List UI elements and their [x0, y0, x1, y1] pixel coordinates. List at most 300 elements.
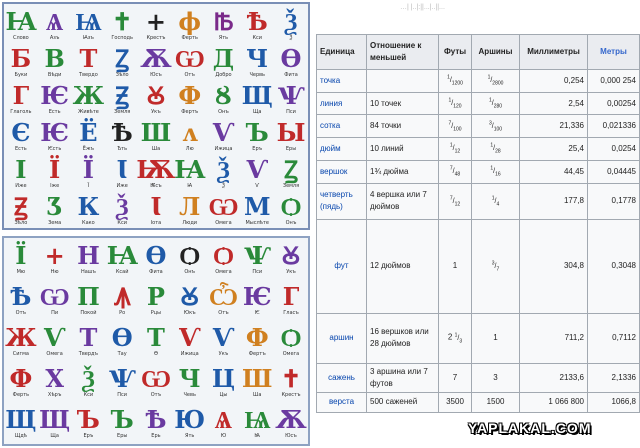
- letter-cell: [144, 193, 168, 227]
- meters-cell: 0,7112: [588, 313, 640, 363]
- millimeters-cell: 2133,6: [520, 363, 588, 392]
- fraction: [448, 97, 462, 110]
- fraction-numerator: 7: [449, 195, 453, 202]
- letter-cell: [43, 156, 67, 190]
- glyph: Ѥ: [40, 81, 69, 110]
- unit-link[interactable]: фут: [317, 219, 367, 313]
- glyph-caption: Вѣди: [47, 72, 62, 78]
- letter-cell: [43, 8, 67, 42]
- glyph: Ꙋ: [146, 81, 166, 110]
- glyph-caption: Крестъ: [281, 392, 301, 398]
- meters-cell: 0,000 254: [588, 70, 640, 93]
- fraction-value: 3500: [446, 397, 464, 407]
- glyph: Б: [10, 44, 32, 73]
- meters-cell: 1066,8: [588, 392, 640, 412]
- letter-cell: [178, 324, 202, 358]
- glyph-caption: Фертъ: [181, 109, 199, 115]
- letter-cell: [72, 81, 105, 116]
- glyph: +: [44, 241, 65, 270]
- fraction-slash: /: [457, 334, 460, 342]
- glyph-caption: Твердъ: [78, 351, 99, 357]
- glyph-caption: Кси: [252, 35, 263, 41]
- fraction-numerator: 7: [448, 120, 452, 127]
- unit-link[interactable]: точка: [317, 70, 367, 93]
- glyph: Ѡ: [174, 44, 205, 73]
- fraction-numerator: 7: [449, 165, 453, 172]
- fraction-slash: /: [451, 122, 454, 130]
- glyph: Ъ: [76, 405, 100, 434]
- column-header-meters-link[interactable]: Метры: [588, 35, 640, 70]
- glyph: Ѵ: [246, 155, 269, 184]
- glyph-caption: Юкъ: [183, 310, 196, 316]
- letter-cell: [279, 324, 303, 358]
- glyph-caption: Есть: [14, 146, 27, 152]
- glyph-caption: Ро: [119, 310, 126, 316]
- relation-cell: 10 точек: [367, 92, 439, 115]
- glyph-caption: Укъ: [151, 109, 161, 115]
- letter-cell: [242, 282, 272, 317]
- millimeters-cell: 21,336: [520, 115, 588, 138]
- glyph: Ѩ: [244, 405, 271, 434]
- fraction-denominator: 3: [459, 337, 463, 344]
- glyph: К: [77, 192, 100, 221]
- glyph-caption: Омега: [215, 269, 232, 275]
- letter-cell: [110, 406, 134, 440]
- glyph: Ꙁ: [115, 44, 130, 73]
- glyph-caption: Фертъ: [248, 351, 266, 357]
- fraction-numerator: 1: [449, 143, 453, 150]
- fraction: [491, 195, 500, 207]
- glyph: Ц: [211, 364, 236, 393]
- glyph: Ж: [72, 81, 105, 110]
- feet-cell: [439, 92, 472, 115]
- fraction-value: 1: [493, 333, 498, 343]
- glyph-caption: Покой: [80, 310, 97, 316]
- glyph-caption: Ша: [253, 392, 262, 398]
- arshins-cell: [472, 92, 520, 115]
- glyph-caption: Ѯ: [289, 35, 293, 41]
- glyph-caption: Како: [82, 220, 95, 226]
- letter-cell: [43, 45, 67, 79]
- glyph-caption: Укъ: [218, 351, 229, 357]
- glyph: Т: [79, 323, 98, 352]
- glyph-caption: Цы: [219, 392, 228, 398]
- millimeters-cell: 0,254: [520, 70, 588, 93]
- glyph-caption: Слово: [12, 35, 29, 41]
- glyph-caption: Ща: [252, 109, 262, 115]
- relation-cell: [367, 70, 439, 93]
- glyph-row: [4, 82, 308, 116]
- glyph: ✝: [112, 7, 133, 36]
- letter-cell: [276, 118, 306, 153]
- letter-cell: [9, 242, 33, 276]
- glyph-caption: Кси: [117, 220, 127, 226]
- meters-cell: 0,04445: [588, 160, 640, 183]
- letter-cell: [178, 82, 202, 116]
- glyph: Ꙟ: [114, 282, 131, 311]
- fraction-slash: /: [452, 168, 455, 176]
- fraction: [488, 97, 503, 110]
- glyph-caption: Ѣть: [117, 146, 128, 152]
- millimeters-cell: 304,8: [520, 219, 588, 313]
- glyph-caption: Лю: [185, 146, 194, 152]
- glyph: Ф: [178, 81, 202, 110]
- letter-cell: [174, 155, 206, 190]
- glyph-row: [4, 242, 308, 276]
- feet-cell: [439, 70, 472, 93]
- glyph: Ѩ: [75, 7, 102, 36]
- letter-cell: [245, 156, 269, 190]
- letter-cell: [144, 324, 168, 358]
- glyph-caption: Ферть: [181, 35, 198, 41]
- letter-cell: [76, 365, 100, 399]
- glyph-caption: Ижица: [180, 351, 199, 357]
- meters-cell: 0,021336: [588, 115, 640, 138]
- fraction-slash: /: [494, 197, 497, 205]
- fraction-slash: /: [494, 262, 497, 270]
- column-header-relation[interactable]: Отношение к меньшей: [367, 35, 439, 70]
- glyph: Ш: [242, 364, 273, 393]
- fraction-value: 7: [452, 372, 458, 382]
- glyph: Ѻ: [179, 241, 200, 270]
- glyph-caption: Люди: [182, 220, 198, 226]
- glyph-caption: Іже: [50, 183, 60, 189]
- fraction-numerator: 1: [448, 97, 452, 104]
- glyph: Ѳ: [111, 323, 133, 352]
- glyph: Ꙋ: [180, 282, 200, 311]
- glyph: Ѳ: [280, 44, 302, 73]
- glyph: Ѯ: [115, 192, 129, 221]
- glyph: Щ: [5, 405, 37, 434]
- letter-cell: [211, 406, 235, 440]
- table-row: [317, 70, 640, 93]
- glyph-caption: Зема: [48, 220, 62, 226]
- glyph-caption: Еръ: [252, 146, 263, 152]
- glyph: Ѧ: [45, 7, 64, 36]
- fraction: [488, 120, 503, 133]
- letter-cell: [9, 45, 33, 79]
- meters-cell: 0,3048: [588, 219, 640, 313]
- glyph-row: [4, 119, 308, 153]
- table-header-row: [317, 35, 640, 70]
- glyph: Ч: [246, 44, 269, 73]
- glyph: Ꙃ: [115, 81, 130, 110]
- glyph-caption: Еръ: [83, 433, 94, 439]
- fraction: [487, 75, 504, 87]
- glyph-caption: Живѣте: [77, 109, 99, 115]
- glyph-caption: Ꙗ: [187, 183, 193, 189]
- letter-cell: [43, 324, 67, 358]
- glyph: Ѳ: [145, 241, 167, 270]
- letter-cell: [39, 282, 70, 317]
- glyph: Ѽ: [208, 282, 239, 311]
- fraction-denominator: 2800: [492, 80, 504, 87]
- glyph-caption: Рцы: [150, 310, 162, 316]
- fraction-denominator: 12: [454, 148, 461, 155]
- glyph-caption: Отъ: [184, 72, 195, 78]
- letter-cell: [76, 406, 100, 440]
- unit-link[interactable]: линия: [317, 92, 367, 115]
- letter-cell: [242, 364, 273, 399]
- glyph-caption: Фита: [149, 269, 163, 275]
- glyph: Ъ: [110, 405, 134, 434]
- glyph-caption: Ѳ: [153, 351, 158, 357]
- fraction: [449, 165, 461, 178]
- glyph-caption: Онъ: [184, 269, 196, 275]
- fraction-denominator: 7: [496, 265, 500, 272]
- column-header-millimeters[interactable]: Миллиметры: [520, 35, 588, 70]
- fraction-slash: /: [449, 77, 452, 85]
- glyph-caption: Ша: [151, 146, 161, 152]
- glyph-caption: Ню: [50, 269, 59, 275]
- glyph-row: [4, 45, 308, 79]
- alphabet-poster: [0, 0, 313, 448]
- fraction-value: 1500: [486, 397, 505, 407]
- letter-cell: [211, 324, 235, 358]
- letter-cell: [9, 82, 33, 116]
- column-header-unit[interactable]: Единица: [317, 35, 367, 70]
- glyph-caption: Пси: [286, 109, 296, 115]
- glyph: Ѯ: [217, 155, 230, 184]
- glyph-caption: Зѣло: [14, 220, 28, 226]
- column-header-arshins[interactable]: Аршины: [472, 35, 520, 70]
- letter-cell: [178, 242, 202, 276]
- letter-cell: [110, 324, 134, 358]
- letter-cell: [5, 405, 37, 440]
- glyph: Ѻ: [281, 192, 301, 221]
- feet-cell: [439, 219, 472, 313]
- relation-cell: 16 вершков или 28 дюймов: [367, 313, 439, 363]
- unit-link[interactable]: дюйм: [317, 138, 367, 161]
- glyph-caption: Ї: [87, 183, 90, 189]
- relation-cell: 10 линий: [367, 138, 439, 161]
- glyph-caption: Ѩ: [254, 433, 261, 439]
- letter-cell: [208, 282, 239, 317]
- glyph: Щ: [241, 81, 273, 110]
- fraction-value: 1: [452, 261, 458, 271]
- table-row: [317, 138, 640, 161]
- glyph: Л: [179, 192, 201, 221]
- glyph-caption: Ять: [185, 433, 195, 439]
- arshins-cell: [472, 70, 520, 93]
- glyph: Ѣ: [111, 118, 133, 147]
- table-row: [317, 92, 640, 115]
- glyph: Ꙗ: [5, 7, 37, 36]
- glyph-caption: Глаголь: [10, 109, 32, 115]
- millimeters-cell: 25,4: [520, 138, 588, 161]
- fraction: [449, 195, 461, 207]
- glyph-caption: Омега: [215, 220, 232, 226]
- letter-cell: [110, 283, 134, 317]
- glyph-caption: Мыслѣте: [245, 220, 270, 226]
- glyph: Ї: [15, 241, 27, 270]
- glyph-row: [4, 156, 308, 190]
- column-header-feet[interactable]: Футы: [439, 35, 472, 70]
- arshins-cell: [472, 219, 520, 313]
- letter-cell: [275, 405, 307, 440]
- fraction-denominator: 28: [495, 148, 501, 155]
- glyph-caption: Юсъ: [285, 433, 297, 439]
- glyph-caption: Ферть: [12, 392, 30, 398]
- glyph-row: [4, 324, 308, 358]
- millimeters-cell: 711,2: [520, 313, 588, 363]
- letter-cell: [245, 242, 269, 276]
- fraction-whole: 2: [447, 332, 453, 342]
- glyph: Ы: [276, 118, 306, 147]
- glyph: Ѧ: [214, 405, 233, 434]
- letter-cell: [245, 8, 269, 42]
- fraction-numerator: 1: [454, 332, 458, 339]
- letter-cell: [174, 405, 206, 440]
- fraction-denominator: 100: [493, 126, 503, 133]
- fraction: [490, 165, 501, 178]
- letter-cell: [76, 45, 100, 79]
- glyph-row: [4, 283, 308, 317]
- glyph-caption: Сигма: [12, 351, 29, 357]
- letter-cell: [76, 8, 100, 42]
- glyph: Ѫ: [275, 405, 307, 434]
- glyph-caption: Юсъ: [150, 72, 162, 78]
- fraction-numerator: 1: [491, 195, 495, 202]
- letter-cell: [279, 365, 303, 399]
- glyph-caption: Азъ: [49, 35, 60, 41]
- arshins-cell: [472, 115, 520, 138]
- letter-cell: [140, 118, 172, 153]
- letter-cell: [279, 193, 303, 227]
- letter-cell: [76, 156, 100, 190]
- fraction-denominator: 1200: [451, 80, 463, 87]
- unit-link[interactable]: аршин: [317, 313, 367, 363]
- letter-cell: [76, 324, 100, 358]
- unit-link[interactable]: сотка: [317, 115, 367, 138]
- unit-link[interactable]: четверть (пядь): [317, 183, 367, 219]
- table-row: [317, 160, 640, 183]
- glyph-caption: Пси: [117, 392, 128, 398]
- letter-cell: [178, 365, 202, 399]
- feet-cell: [439, 313, 472, 363]
- glyph: Р: [146, 282, 165, 311]
- glyph: Д: [212, 44, 235, 73]
- glyph: Ѡ: [140, 364, 171, 393]
- glyph: Ж: [5, 323, 37, 352]
- poster-top-panel: [2, 2, 310, 230]
- glyph-caption: Ѭсъ: [150, 183, 162, 189]
- glyph: Ꙇ: [116, 155, 128, 184]
- letter-cell: [140, 364, 171, 399]
- letter-cell: [76, 193, 100, 227]
- glyph-caption: Добро: [215, 72, 232, 78]
- glyph-caption: Зѣло: [115, 72, 129, 78]
- glyph: +: [145, 7, 166, 36]
- glyph: Ꙁ: [284, 155, 298, 184]
- glyph-caption: Ю: [220, 433, 227, 439]
- glyph-caption: Ёжъ: [82, 146, 94, 152]
- relation-cell: 500 саженей: [367, 392, 439, 412]
- letter-cell: [110, 193, 134, 227]
- glyph-row: [4, 193, 308, 227]
- letter-cell: [245, 119, 269, 153]
- letter-cell: [211, 156, 235, 190]
- glyph: Щ: [39, 405, 71, 434]
- glyph: ʌ: [182, 118, 198, 147]
- meters-cell: 0,1778: [588, 183, 640, 219]
- fraction-denominator: 48: [454, 171, 461, 178]
- fraction-numerator: 1: [488, 97, 492, 104]
- glyph: Ф: [245, 323, 269, 352]
- glyph-caption: Буки: [14, 72, 28, 78]
- letter-cell: [39, 405, 71, 440]
- glyph-caption: Щдѣ: [14, 433, 28, 439]
- glyph: Ꙇ: [150, 192, 162, 221]
- fraction: [454, 332, 463, 344]
- glyph-caption: Господь: [111, 35, 133, 41]
- glyph: Ю: [174, 405, 206, 434]
- fraction-denominator: 280: [493, 103, 503, 110]
- letter-cell: [211, 45, 235, 79]
- glyph-caption: Отъ: [15, 310, 27, 316]
- letter-cell: [110, 45, 134, 79]
- fraction-denominator: 4: [496, 200, 500, 207]
- unit-link[interactable]: сажень: [317, 363, 367, 392]
- letter-cell: [245, 193, 269, 227]
- glyph: Ѵ: [212, 118, 235, 147]
- fraction-slash: /: [493, 145, 496, 153]
- glyph-row: [4, 365, 308, 399]
- feet-cell: [439, 183, 472, 219]
- glyph-caption: Иже: [15, 183, 27, 189]
- letter-cell: [110, 82, 134, 116]
- unit-link[interactable]: вершок: [317, 160, 367, 183]
- letter-cell: [178, 8, 202, 42]
- glyph: Ꙗ: [106, 241, 138, 270]
- glyph-caption: Отъ: [218, 310, 229, 316]
- fraction: [449, 143, 461, 155]
- glyph: Ѻ: [213, 241, 234, 270]
- letter-cell: [40, 118, 69, 153]
- letter-cell: [211, 119, 235, 153]
- relation-cell: 3 аршина или 7 футов: [367, 363, 439, 392]
- poster-bottom-panel: [2, 236, 310, 446]
- fraction-denominator: 12: [454, 200, 461, 207]
- faint-header-text: …| |..|:||...|..||...: [400, 4, 445, 11]
- letter-cell: [76, 242, 100, 276]
- fraction-slash: /: [491, 100, 494, 108]
- table-row: [317, 115, 640, 138]
- letter-cell: [211, 365, 235, 399]
- glyph: Н: [77, 241, 100, 270]
- glyph-row: [4, 8, 308, 42]
- glyph-caption: Пи: [51, 310, 59, 316]
- letter-cell: [279, 8, 303, 42]
- glyph: М: [243, 192, 271, 221]
- letter-cell: [9, 119, 33, 153]
- glyph-caption: Тау: [117, 351, 127, 357]
- glyph: Ѣ: [145, 405, 167, 434]
- letter-cell: [211, 82, 235, 116]
- letter-cell: [211, 8, 235, 42]
- glyph-caption: Иже: [116, 183, 128, 189]
- fraction: [448, 120, 462, 133]
- unit-link[interactable]: верста: [317, 392, 367, 412]
- letter-cell: [9, 365, 33, 399]
- glyph-caption: Іота: [150, 220, 162, 226]
- fraction-slash: /: [452, 197, 455, 205]
- letter-cell: [110, 119, 134, 153]
- glyph-caption: Ща: [50, 433, 59, 439]
- units-table: [316, 34, 640, 413]
- millimeters-cell: 177,8: [520, 183, 588, 219]
- fraction: [490, 143, 501, 155]
